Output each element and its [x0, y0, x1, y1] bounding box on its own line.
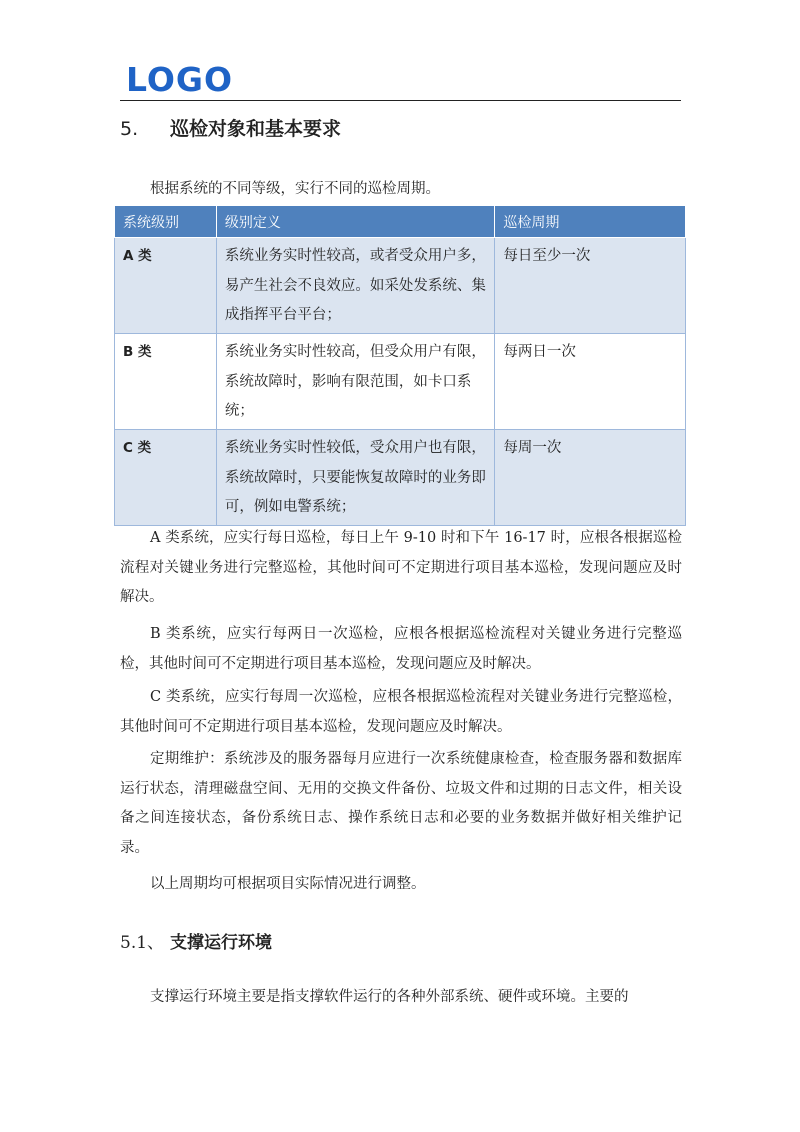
- paragraph-adjustment: 以上周期均可根据项目实际情况进行调整。: [150, 876, 426, 892]
- table-row: [115, 238, 686, 334]
- header-divider: [120, 100, 681, 101]
- table-row: [115, 430, 686, 526]
- paragraph-a-class: A 类系统，应实行每日巡检，每日上午 9-10 时和下午 16-17 时，应根各根据巡检流程对关键业务进行完整巡检，其他时间可不定期进行项目基本巡检，发现问题应及时解决。: [120, 530, 682, 605]
- cell-level: A 类: [115, 238, 217, 334]
- section-title: 巡检对象和基本要求: [170, 118, 342, 140]
- subsection-heading: [120, 928, 272, 953]
- paragraph-maintenance: 定期维护：系统涉及的服务器每月应进行一次系统健康检查，检查服务器和数据库运行状态，清理磁盘空间、无用的交换文件备份、垃圾文件和过期的日志文件，相关设备之间连接状态，备份系统日志、操作系统日志和必要的业务数据并做好相关维护记录。: [120, 751, 682, 856]
- paragraph-b-class: B 类系统，应实行每两日一次巡检，应根各根据巡检流程对关键业务进行完整巡检，其他时间可不定期进行项目基本巡检，发现问题应及时解决。: [120, 626, 682, 672]
- cell-definition: 系统业务实时性较高，但受众用户有限，系统故障时，影响有限范围，如卡口系统；: [216, 334, 494, 430]
- cell-cycle: 每两日一次: [495, 334, 686, 430]
- section-number: 5.: [120, 118, 139, 140]
- cell-cycle: 每日至少一次: [495, 238, 686, 334]
- cell-definition: 系统业务实时性较低，受众用户也有限，系统故障时，只要能恢复故障时的业务即可，例如电警系统；: [216, 430, 494, 526]
- intro-paragraph: 根据系统的不同等级，实行不同的巡检周期。: [150, 181, 440, 197]
- cell-cycle: 每周一次: [495, 430, 686, 526]
- section-heading: [120, 114, 341, 141]
- cell-level: B 类: [115, 334, 217, 430]
- cell-definition: 系统业务实时性较高，或者受众用户多，易产生社会不良效应。如采处发系统、集成指挥平台平台；: [216, 238, 494, 334]
- column-header-cycle: 巡检周期: [495, 206, 686, 238]
- subsection-title: 支撑运行环境: [169, 933, 272, 953]
- logo: LOGO: [126, 60, 234, 99]
- column-header-level: 系统级别: [115, 206, 217, 238]
- inspection-level-table: [114, 205, 686, 526]
- paragraph-c-class: C 类系统，应实行每周一次巡检，应根各根据巡检流程对关键业务进行完整巡检，其他时间可不定期进行项目基本巡检，发现问题应及时解决。: [120, 689, 682, 735]
- column-header-definition: 级别定义: [216, 206, 494, 238]
- closing-paragraph: 支撑运行环境主要是指支撑软件运行的各种外部系统、硬件或环境。主要的: [150, 989, 629, 1005]
- table-header-row: [115, 206, 686, 238]
- subsection-number: 5.1、: [120, 933, 165, 953]
- table-row: [115, 334, 686, 430]
- cell-level: C 类: [115, 430, 217, 526]
